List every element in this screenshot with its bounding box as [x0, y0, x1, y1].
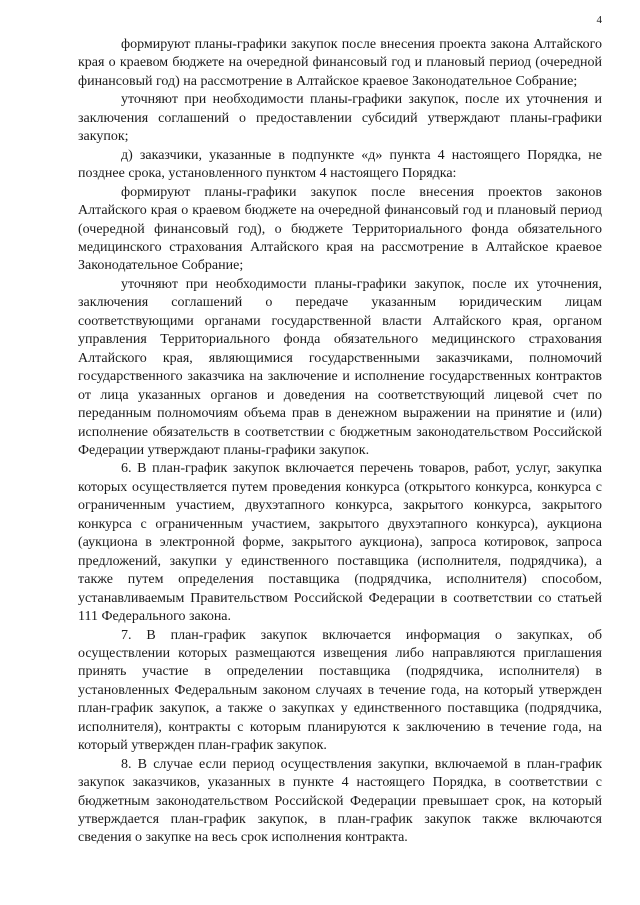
paragraph: 7. В план-график закупок включается информация о закупках, об осуществлении которых размещаются извещения либо направляются приглашения принять участие в определении поставщика (подрядчика, исполнителя) в установленных Федеральным законом случаях в течение года, на который утвержден план-график закупок, а также о закупках у единственного поставщика (подрядчика, исполнителя), контракты с которым планируются к заключению в течение года, на который утвержден план-график закупок. — [78, 627, 602, 754]
paragraph: д) заказчики, указанные в подпункте «д» пункта 4 настоящего Порядка, не позднее срока, установленного пунктом 4 настоящего Порядка: — [78, 147, 602, 182]
paragraph: уточняют при необходимости планы-графики закупок, после их уточнения, заключения соглашений о передаче указанным юридическим лицам соответствующими органами государственной власти Алтайского края, органом управления Территориального фонда обязательного медицинского страхования Алтайского края, являющимися государственными заказчиками, полномочий государственного заказчика на заключение и исполнение государственных контрактов от лица указанных органов и доведения на соответствующий лицевой счет по переданным полномочиям объема прав в денежном выражении на принятие и (или) исполнение обязательств в соответствии с бюджетным законодательством Российской Федерации утверждают планы-графики закупок. — [78, 276, 602, 458]
paragraph: 8. В случае если период осуществления закупки, включаемой в план-график закупок заказчиков, указанных в пункте 4 настоящего Порядка, в соответствии с бюджетным законодательством Российской Федерации превышает срок, на который утверждается план-график закупок, в план-график закупок также включаются сведения о закупке на весь срок исполнения контракта. — [78, 756, 602, 846]
paragraph: уточняют при необходимости планы-графики закупок, после их уточнения и заключения соглашений о предоставлении субсидий утверждают планы-графики закупок; — [78, 92, 602, 145]
document-body — [78, 36, 602, 848]
paragraph: формируют планы-графики закупок после внесения проектов законов Алтайского края о краевом бюджете на очередной финансовый год и плановый период (очередной финансовый год), о бюджете Территориального фонда обязательного медицинского страхования Алтайского края на рассмотрение в Алтайское краевое Законодательное Собрание; — [78, 184, 602, 274]
paragraph: формируют планы-графики закупок после внесения проекта закона Алтайского края о краевом бюджете на очередной финансовый год и плановый период (очередной финансовый год) на рассмотрение в Алтайское краевое Законодательное Собрание; — [78, 37, 602, 89]
paragraph: 6. В план-график закупок включается перечень товаров, работ, услуг, закупка которых осуществляется путем проведения конкурса (открытого конкурса, конкурса с ограниченным участием, двухэтапного конкурса, закрытого конкурса, закрытого конкурса с ограниченным участием, закрытого двухэтапного конкурса), аукциона (аукциона в электронной форме, закрытого аукциона), запроса котировок, запроса предложений, закупки у единственного поставщика (исполнителя, подрядчика), а также путем определения поставщика (подрядчика, исполнителя) способом, устанавливаемым Правительством Российской Федерации в соответствии со статьей 111 Федерального закона. — [78, 461, 602, 625]
page-number: 4 — [596, 14, 602, 26]
